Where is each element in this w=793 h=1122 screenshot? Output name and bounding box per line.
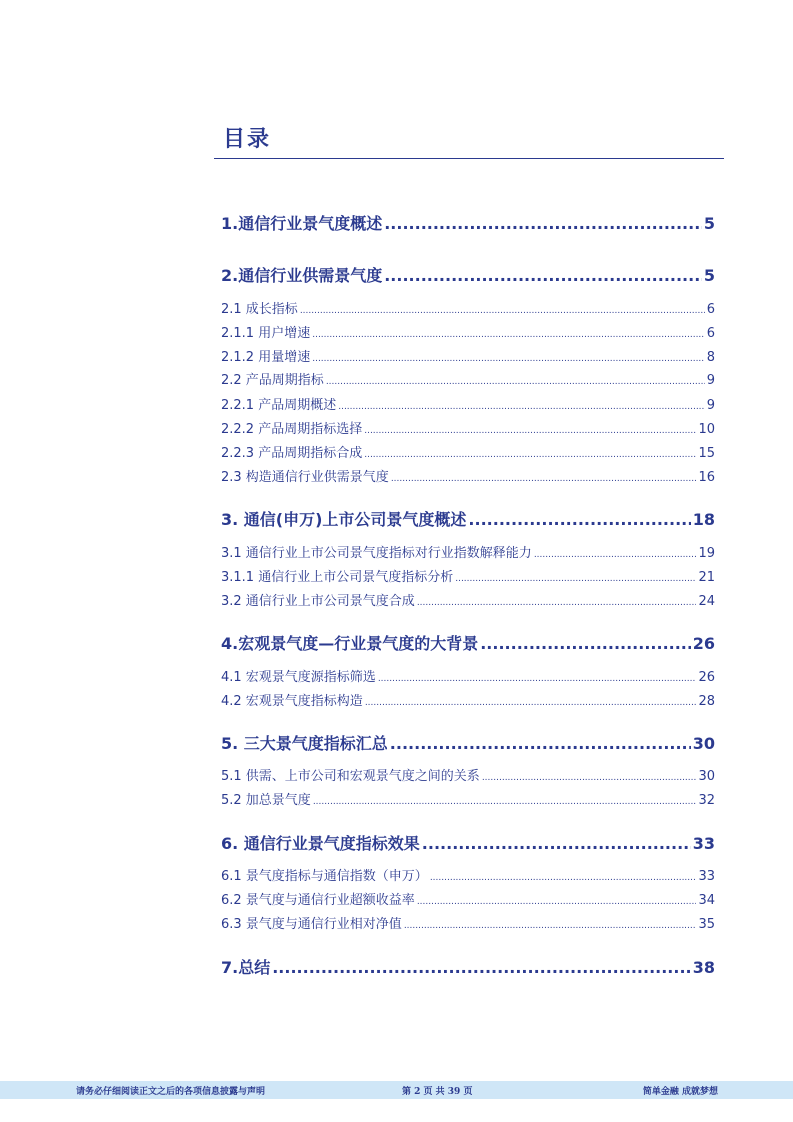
toc-entry-label: 2.2.2 产品周期指标选择 [221,422,363,437]
toc-entry-page: 33 [692,834,715,853]
toc-entry-label: 3.1.1 通信行业上市公司景气度指标分析 [221,570,454,585]
toc-dot-leader [417,897,697,907]
toc-dot-leader [300,306,705,316]
toc-entry-page: 38 [692,958,715,977]
toc-entry[interactable] [221,566,715,585]
toc-entry-page: 10 [698,422,715,437]
toc-entry-page: 18 [692,510,715,529]
toc-entry[interactable] [221,865,715,884]
toc-entry-page: 26 [698,670,715,685]
toc-entry-page: 30 [692,734,715,753]
toc-entry[interactable] [221,369,715,388]
toc-entry[interactable] [221,442,715,461]
toc-entry[interactable] [221,889,715,908]
toc-dot-leader [365,698,697,708]
toc-entry-label: 5.2 加总景气度 [221,793,311,808]
toc-dot-leader [390,734,691,753]
toc-dot-leader [312,330,705,340]
toc-dot-leader [430,873,697,883]
toc-entry[interactable] [221,831,715,854]
toc-entry[interactable] [221,789,715,808]
toc-dot-leader [384,214,702,233]
footer-disclaimer: 请务必仔细阅读正文之后的各项信息披露与声明 [76,1087,266,1097]
toc-dot-leader [422,834,691,853]
toc-entry-label: 6.2 景气度与通信行业超额收益率 [221,893,415,908]
footer-slogan: 简单金融 成就梦想 [642,1087,718,1097]
toc-dot-leader [534,550,697,560]
toc-entry[interactable] [221,690,715,709]
toc-entry[interactable] [221,542,715,561]
toc-entry-label: 3.1 通信行业上市公司景气度指标对行业指数解释能力 [221,546,532,561]
toc-entry-label: 2.2.3 产品周期指标合成 [221,446,363,461]
toc-entry-page: 26 [692,634,715,653]
toc-entry[interactable] [221,631,715,654]
toc-entry-page: 9 [706,373,715,388]
toc-entry-page: 28 [698,694,715,709]
toc-dot-leader [364,426,696,436]
toc-dot-leader [482,773,697,783]
toc-dot-leader [404,921,697,931]
toc-entry[interactable] [221,346,715,365]
toc-entry-label: 6.3 景气度与通信行业相对净值 [221,917,402,932]
toc-entry-page: 24 [698,594,715,609]
toc-entry-label: 2.通信行业供需景气度 [221,266,383,285]
toc-entry-page: 15 [698,446,715,461]
toc-entry-label: 2.1 成长指标 [221,302,298,317]
page-footer [0,1081,793,1099]
toc-entry-page: 5 [703,266,715,285]
toc-entry-label: 2.1.2 用量增速 [221,350,311,365]
toc-entry-label: 6.1 景气度指标与通信指数（申万） [221,869,428,884]
toc-entry-page: 19 [698,546,715,561]
toc-entry[interactable] [221,507,715,530]
toc-entry-label: 3. 通信(申万)上市公司景气度概述 [221,510,467,529]
toc-dot-leader [313,797,697,807]
toc-dot-leader [391,474,697,484]
toc-dot-leader [364,450,696,460]
toc-entry[interactable] [221,394,715,413]
title-divider [214,158,724,159]
toc-dot-leader [378,674,697,684]
toc-entry[interactable] [221,298,715,317]
toc-entry-label: 2.2.1 产品周期概述 [221,398,337,413]
toc-dot-leader [480,634,691,653]
toc-dot-leader [417,598,697,608]
toc-entry-label: 5. 三大景气度指标汇总 [221,734,388,753]
toc-dot-leader [468,510,690,529]
toc-entry[interactable] [221,418,715,437]
toc-dot-leader [272,958,691,977]
toc-entry[interactable] [221,466,715,485]
toc-entry-label: 2.1.1 用户增速 [221,326,311,341]
toc-entry-label: 4.2 宏观景气度指标构造 [221,694,363,709]
toc-entry[interactable] [221,263,715,286]
toc-entry-label: 3.2 通信行业上市公司景气度合成 [221,594,415,609]
toc-entry-label: 4.宏观景气度—行业景气度的大背景 [221,634,479,653]
toc-dot-leader [326,377,705,387]
toc-entry-page: 8 [706,350,715,365]
toc-entry-label: 6. 通信行业景气度指标效果 [221,834,420,853]
toc-dot-leader [338,402,705,412]
toc-entry-page: 6 [706,326,715,341]
toc-entry[interactable] [221,913,715,932]
toc-entry-label: 7.总结 [221,958,271,977]
footer-page-number: 第 2 页 共 39 页 [402,1087,473,1097]
page-title: 目录 [223,126,272,152]
toc-dot-leader [455,574,696,584]
toc-entry-page: 5 [703,214,715,233]
toc-entry[interactable] [221,765,715,784]
toc-entry[interactable] [221,731,715,754]
toc-entry-page: 6 [706,302,715,317]
toc-entry-label: 4.1 宏观景气度源指标筛选 [221,670,376,685]
toc-entry-page: 34 [698,893,715,908]
toc-entry[interactable] [221,211,715,234]
toc-entry-page: 21 [698,570,715,585]
toc-entry-page: 33 [698,869,715,884]
toc-entry-page: 30 [698,769,715,784]
toc-entry-label: 1.通信行业景气度概述 [221,214,383,233]
toc-dot-leader [384,266,702,285]
toc-entry-page: 9 [706,398,715,413]
toc-entry-label: 2.2 产品周期指标 [221,373,324,388]
toc-entry-label: 2.3 构造通信行业供需景气度 [221,470,389,485]
toc-entry[interactable] [221,590,715,609]
toc-entry-page: 16 [698,470,715,485]
toc-entry[interactable] [221,955,715,978]
toc-entry[interactable] [221,322,715,341]
toc-entry[interactable] [221,666,715,685]
toc-dot-leader [312,354,705,364]
toc-entry-label: 5.1 供需、上市公司和宏观景气度之间的关系 [221,769,480,784]
toc-entry-page: 32 [698,793,715,808]
toc-entry-page: 35 [698,917,715,932]
